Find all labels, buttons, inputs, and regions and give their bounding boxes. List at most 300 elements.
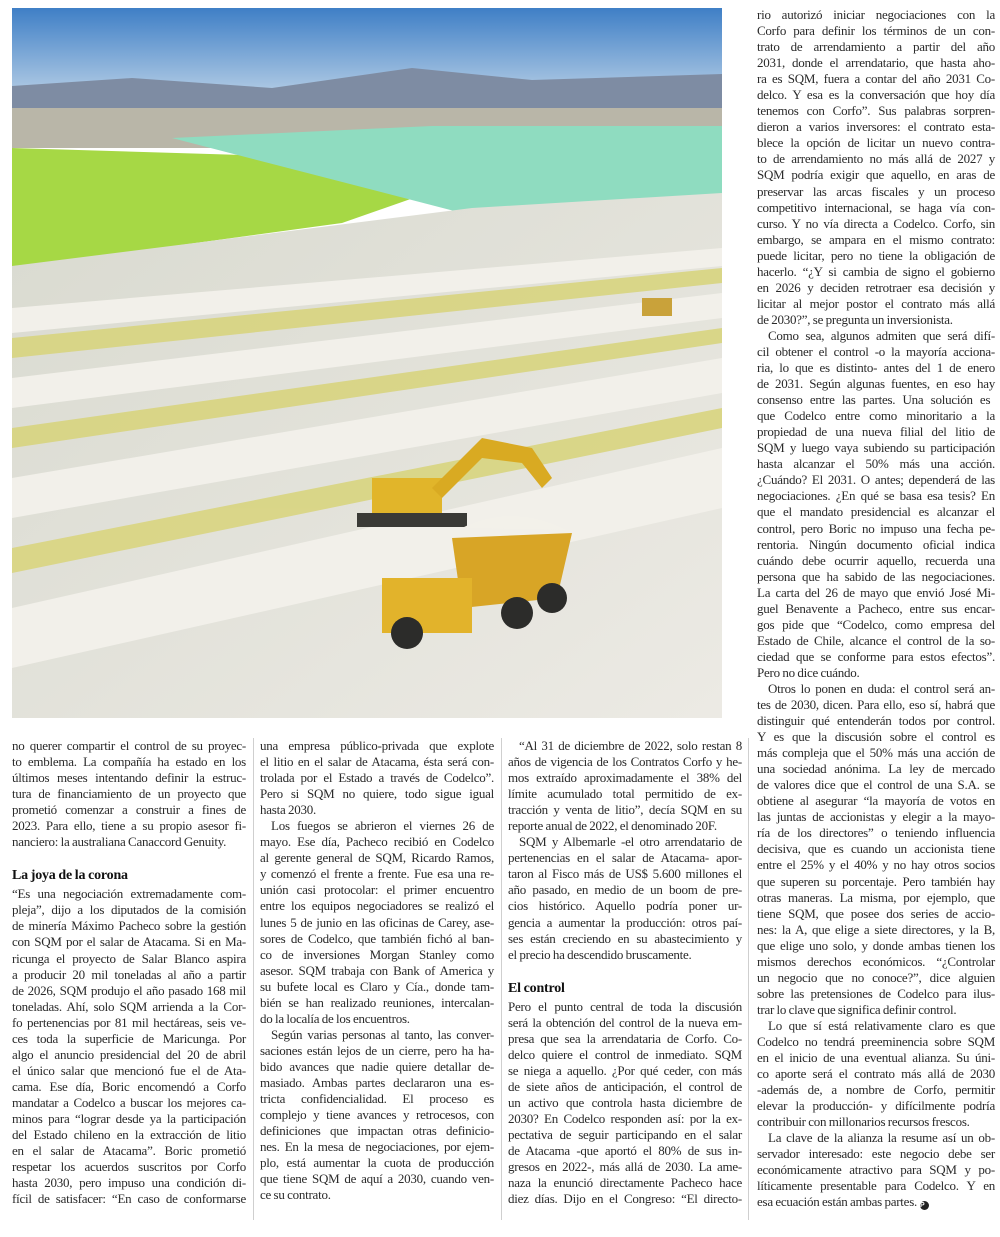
text-line-content: dieron a varios inversores: el contrato esta- xyxy=(757,119,995,135)
text-line-content: ¿Cuándo? El 2031. O antes; dependerá de las xyxy=(757,472,995,488)
text-line xyxy=(260,1011,494,1027)
text-line-content: ria, lo que es distinto- antes del 1 de enero xyxy=(757,360,995,376)
text-line-content: licitar al mejor postor el contrato más allá xyxy=(757,295,995,311)
paragraph xyxy=(260,738,494,818)
text-line xyxy=(757,280,995,296)
text-line-content: pectativa de seguir participando en el salar xyxy=(508,1127,742,1143)
text-line xyxy=(508,999,742,1015)
text-line xyxy=(12,1159,246,1175)
text-line xyxy=(12,818,246,834)
text-line xyxy=(757,504,995,520)
text-line xyxy=(508,818,742,834)
text-line-content: trar lo clave que significa definir control. xyxy=(757,1001,957,1017)
text-line xyxy=(260,898,494,914)
text-line xyxy=(757,488,995,504)
text-line xyxy=(12,1079,246,1095)
text-line-content: 2031, donde el arrendatario, que hasta aho- xyxy=(757,55,995,71)
text-line xyxy=(260,963,494,979)
text-line xyxy=(757,1146,995,1162)
text-line-content: gresos en 2022-, más allá de 2030. La ame- xyxy=(508,1159,742,1175)
text-line xyxy=(757,777,995,793)
paragraph xyxy=(260,1027,494,1204)
paragraph xyxy=(508,738,742,834)
text-line-content: “Es una negociación extremadamente com- xyxy=(12,886,246,902)
text-line-content: fícil de satisfacer: “En caso de conformarse xyxy=(12,1191,246,1207)
text-line-content: Otros lo ponen en duda: el control será an- xyxy=(768,680,995,696)
text-line-content: toneladas. Ahí, solo SQM arrienda a la Cor- xyxy=(12,998,246,1014)
text-line xyxy=(12,1191,246,1207)
text-line xyxy=(260,866,494,882)
text-line xyxy=(260,802,494,818)
text-line xyxy=(260,850,494,866)
text-line-content: ricunga el proyecto de Salar Blanco aspira xyxy=(12,950,246,966)
text-line xyxy=(508,770,742,786)
text-line-content: definiciones que impactan otras definicio- xyxy=(260,1123,494,1139)
text-line-content: plo, está aumentar la cuota de producción xyxy=(260,1155,494,1171)
text-line-content: Pero no dice cuándo. xyxy=(757,664,860,680)
text-line xyxy=(260,834,494,850)
text-line xyxy=(12,738,246,754)
text-line-content: mandatar a Codelco a buscar los mejores ca- xyxy=(12,1094,246,1110)
text-line xyxy=(757,938,995,954)
text-line xyxy=(260,915,494,931)
text-line xyxy=(508,915,742,931)
text-line xyxy=(757,521,995,537)
text-line xyxy=(508,786,742,802)
text-line xyxy=(757,970,995,986)
text-line xyxy=(757,408,995,424)
text-line-content: con SQM por el salar de Atacama. Si en Ma- xyxy=(12,934,246,950)
text-line-content: un negocio que no conoce?”, dice alguien xyxy=(757,969,995,985)
text-line xyxy=(757,200,995,216)
text-line-content: rentoria. Ningún documento oficial indica xyxy=(757,536,995,552)
text-line-content: persona que ha sabido de las negociaciones. xyxy=(757,568,995,584)
text-line xyxy=(508,1159,742,1175)
text-line-content: -además de, a nombre de Corfo, permitir xyxy=(757,1082,995,1098)
text-line-content: Estado de Chile, alcance el control de la so- xyxy=(757,632,995,648)
text-line xyxy=(757,633,995,649)
text-line xyxy=(12,999,246,1015)
text-line xyxy=(757,1050,995,1066)
text-line xyxy=(757,1114,995,1130)
text-line xyxy=(757,1002,995,1018)
text-line-content: tracción y venta de litio”, decía SQM en su xyxy=(508,802,742,818)
text-line-content: que elige uno solo, y donde ambas tienen los xyxy=(757,937,995,953)
text-line xyxy=(757,1018,995,1034)
text-line-content: decisiva, que es cuando un accionista tiene xyxy=(757,841,995,857)
text-line xyxy=(757,1194,995,1210)
text-line-content: cuándo debe ocurrir aquello, recuerda una xyxy=(757,552,995,568)
text-line xyxy=(12,902,246,918)
text-line-content: La clave de la alianza la resume así un ob- xyxy=(768,1130,995,1146)
text-line-content: un activo que controla hasta diciembre de xyxy=(508,1094,742,1110)
text-line xyxy=(757,986,995,1002)
text-line-content: SQM podría exigir que aquello, en aras de xyxy=(757,167,995,183)
text-line-content: límite acumulado total permitido de ex- xyxy=(508,786,742,802)
text-line xyxy=(757,857,995,873)
text-line xyxy=(508,1175,742,1191)
text-line xyxy=(757,793,995,809)
text-line xyxy=(260,1059,494,1075)
column-divider xyxy=(253,738,254,1220)
text-line-content: trato de arrendamiento a partir del año xyxy=(757,39,995,55)
text-line-content: el precio ha descendido bruscamente. xyxy=(508,946,692,962)
text-line-content: contribuir con millonarios recursos frescos. xyxy=(757,1114,970,1130)
text-line-content: ría de los directores” o teniendo influencia xyxy=(757,825,995,841)
text-line xyxy=(757,537,995,553)
text-line-content: nes: la A, que elige a siete directores, y la B, xyxy=(757,921,995,937)
text-line xyxy=(757,874,995,890)
text-line-content: tura de financiamiento de un proyecto que xyxy=(12,786,246,802)
text-line-content: y comenzó el frente a frente. Fue esa una re- xyxy=(260,866,494,882)
text-line xyxy=(260,1139,494,1155)
text-line xyxy=(12,786,246,802)
text-line xyxy=(757,184,995,200)
text-line xyxy=(757,569,995,585)
text-line xyxy=(757,665,995,681)
text-line-content: co aporte será el contrato más allá de 2030 xyxy=(757,1066,995,1082)
text-line xyxy=(12,967,246,983)
text-line xyxy=(260,931,494,947)
text-line-content: sores de Codelco, que también fichó al ban- xyxy=(260,930,494,946)
text-line xyxy=(260,882,494,898)
text-line xyxy=(757,167,995,183)
text-line-content: Y es que la discusión sobre el control es xyxy=(757,729,995,745)
text-line xyxy=(757,1082,995,1098)
text-line xyxy=(260,1027,494,1043)
text-line-content: complejo y tiene avances y retrocesos, con xyxy=(260,1107,494,1123)
text-line-content: tenemos con Corfo”. Sus palabras sorpren- xyxy=(757,103,995,119)
text-line xyxy=(260,979,494,995)
text-line-content: económicamente atractivo para SQM y po- xyxy=(757,1162,995,1178)
text-line xyxy=(757,472,995,488)
text-line xyxy=(757,841,995,857)
text-line xyxy=(260,818,494,834)
text-line xyxy=(757,248,995,264)
text-line xyxy=(757,264,995,280)
paragraph xyxy=(508,834,742,962)
text-line-content: embargo, se ampara en el mismo contrato: xyxy=(757,231,995,247)
text-line xyxy=(12,754,246,770)
text-line xyxy=(260,1187,494,1203)
text-line xyxy=(12,1111,246,1127)
paragraph xyxy=(757,1130,995,1210)
text-line-content: nanciero: la australiana Canaccord Genuity. xyxy=(12,834,227,850)
text-line-content: naza la enunció directamente Pacheco hace xyxy=(508,1175,742,1191)
text-line xyxy=(757,328,995,344)
text-line xyxy=(757,585,995,601)
paragraph xyxy=(12,886,246,1207)
article-column-4 xyxy=(757,7,995,1211)
text-line-content: de valores dice que el control de una S.A. se xyxy=(757,777,995,793)
text-line-content: respetar los acuerdos suscritos por Corfo xyxy=(12,1159,246,1175)
text-line xyxy=(757,232,995,248)
text-line-content: elevar la producción- y difícilmente podría xyxy=(757,1098,995,1114)
text-line xyxy=(757,617,995,633)
text-line xyxy=(757,55,995,71)
text-line-content: hasta alcanzar el 50% más una acción. xyxy=(757,456,995,472)
text-line-content: algo el anuncio presidencial del 20 de abril xyxy=(12,1046,246,1062)
text-line-content: que Codelco entre como minoritario a la xyxy=(757,408,995,424)
text-line xyxy=(260,1123,494,1139)
text-line-content: co de inversiones Morgan Stanley como xyxy=(260,946,494,962)
text-line xyxy=(757,296,995,312)
text-line-content: al gerente general de SQM, Ricardo Ramos, xyxy=(260,850,494,866)
text-line xyxy=(260,947,494,963)
paragraph xyxy=(508,999,742,1208)
text-line xyxy=(757,456,995,472)
text-line xyxy=(757,906,995,922)
text-line xyxy=(12,983,246,999)
text-line xyxy=(757,392,995,408)
text-line-content: do la localía de los encuentros. xyxy=(260,1010,410,1026)
text-line xyxy=(508,898,742,914)
text-line xyxy=(757,71,995,87)
text-line xyxy=(260,1107,494,1123)
text-line-content: SQM y luego vaya subiendo su participación xyxy=(757,440,995,456)
text-line xyxy=(508,931,742,947)
text-line-content: La carta del 26 de mayo que envió José Mi- xyxy=(757,584,995,600)
text-line xyxy=(12,934,246,950)
text-line-content: negociaciones. ¿En qué se basa esa tesis? En xyxy=(757,488,995,504)
text-line xyxy=(757,1034,995,1050)
text-line xyxy=(508,738,742,754)
text-line-content: Según varias personas al tanto, las conver- xyxy=(271,1026,494,1042)
text-line xyxy=(757,216,995,232)
text-line xyxy=(757,1098,995,1114)
text-line-content: de 2030?”, se pregunta un inversionista. xyxy=(757,311,953,327)
text-line-content: servador interesado: este negocio debe ser xyxy=(757,1146,995,1162)
text-line-content: que superen su porcentaje. Pero también hay xyxy=(757,873,995,889)
text-line xyxy=(757,7,995,23)
text-line-content: más compleja que el 50% más una acción de xyxy=(757,745,995,761)
text-line-content: tricta confidencialidad. El proceso es xyxy=(260,1091,494,1107)
section-heading: El control xyxy=(508,980,565,996)
text-line xyxy=(757,922,995,938)
column-divider xyxy=(501,738,502,1220)
text-line-content: consenso entre las partes. Una solución es xyxy=(757,392,991,408)
text-line-content: propiedad de una nueva filial del litio de xyxy=(757,424,995,440)
text-line-content: mayo. Ese día, Pacheco recibió en Codelco xyxy=(260,834,494,850)
paragraph xyxy=(12,738,246,850)
text-line-content: ses están creciendo en su abastecimiento y xyxy=(508,930,742,946)
text-line xyxy=(508,947,742,963)
text-line-content: tiene SQM, que posee dos series de accio- xyxy=(757,905,995,921)
text-line-content: preservar las arcas fiscales y un proceso xyxy=(757,183,995,199)
text-line-content: asesor. SQM trabaja con Bank of America y xyxy=(260,962,494,978)
text-line-content: distinguir qué entenderán todos por control. xyxy=(757,713,995,729)
end-of-article-icon: P xyxy=(920,1201,929,1210)
text-line-content: SQM y Albemarle -el otro arrendatario de xyxy=(519,834,742,850)
text-line-content: bido avances que nadie quiere detallar de- xyxy=(260,1058,494,1074)
text-line-content: de 2026, SQM produjo el año pasado 168 mil xyxy=(12,982,246,998)
text-line-content: años de vigencia de los Contratos Corfo y he- xyxy=(508,754,742,770)
section-heading: La joya de la corona xyxy=(12,868,128,884)
text-line-content: su bufete local es Claro y Cía., donde tam- xyxy=(260,978,494,994)
text-line-content: en el salar de Atacama”. Boric prometió xyxy=(12,1143,246,1159)
text-line-content: pertenencias en el salar de Atacama- apor- xyxy=(508,850,742,866)
text-line-content: ra es SQM, fuera a contar del año 2031 Co- xyxy=(757,71,995,87)
text-line-content: mismos derechos económicos. “¿Controlar xyxy=(757,953,995,969)
text-line xyxy=(508,834,742,850)
text-line xyxy=(757,424,995,440)
text-line xyxy=(757,1130,995,1146)
text-line xyxy=(12,951,246,967)
text-line-content: lunes 5 de junio en las oficinas de Carey, ase- xyxy=(260,914,494,930)
text-line-content: to de arrendamiento no más allá de 2027 y xyxy=(757,151,995,167)
text-line xyxy=(757,681,995,697)
text-line xyxy=(757,809,995,825)
text-line-content: mos extraído aproximadamente el 38% del xyxy=(508,770,742,786)
text-line-content: hacerlo. “¿Y si cambia de signo el gobierno xyxy=(757,263,995,279)
text-line-content: líticamente presentable para Codelco. Y en xyxy=(757,1178,995,1194)
article-column-3 xyxy=(508,738,742,1207)
text-line-content: esa ecuación están ambas partes. xyxy=(757,1194,918,1210)
text-line-content: año pasado, en medio de un boom de pre- xyxy=(508,882,742,898)
text-line-content: minos para “lograr desde ya la participación xyxy=(12,1110,246,1126)
text-line-content: hasta 2030. xyxy=(260,802,316,818)
text-line xyxy=(757,87,995,103)
text-line xyxy=(508,1127,742,1143)
text-line-content: pleja”, dijo a los diputados de la comisión xyxy=(12,902,246,918)
text-line xyxy=(508,1063,742,1079)
text-line-content: “Al 31 de diciembre de 2022, solo restan 8 xyxy=(519,738,742,753)
text-line-content: de siete años de anticipación, el control de xyxy=(508,1078,742,1094)
text-line-content: de Atacama -que aportó el 80% de sus in- xyxy=(508,1143,742,1159)
paragraph xyxy=(260,818,494,1027)
text-line-content: en 2026 y deciden retrotraer esa decisión y xyxy=(757,279,995,295)
text-line-content: de minería Máximo Pacheco sobre la gestión xyxy=(12,918,246,934)
text-line-content: será la obtención del control de la nueva em- xyxy=(508,1014,742,1030)
text-line xyxy=(757,312,995,328)
text-line-content: Pero si SQM no quiere, todo sigue igual xyxy=(260,786,494,802)
text-line xyxy=(260,1171,494,1187)
text-line-content: saciones están lejos de un cierre, pero ha ha- xyxy=(260,1042,494,1058)
text-line xyxy=(260,770,494,786)
text-line-content: delco. Y esa es la conversación que hoy día xyxy=(757,87,995,103)
text-line-content: taron al Fisco más de US$ 5.600 millones el xyxy=(508,866,742,882)
text-line xyxy=(12,802,246,818)
text-line xyxy=(757,1178,995,1194)
text-line-content: una empresa público-privada que explote xyxy=(260,738,494,753)
text-line-content: tes de 2030, dicen. Para ello, eso sí, habrá que xyxy=(757,697,995,713)
text-line-content: el único salar que mencionó fue el de Ata- xyxy=(12,1062,246,1078)
text-line xyxy=(508,866,742,882)
text-line xyxy=(508,1143,742,1159)
text-line xyxy=(757,103,995,119)
column-divider xyxy=(748,738,749,1220)
text-line-content: Corfo para definir los términos de un con- xyxy=(757,23,995,39)
text-line-content: curso. Y no vía directa a Codelco. Corfo, sin xyxy=(757,215,995,231)
text-line xyxy=(12,1047,246,1063)
text-line xyxy=(508,1191,742,1207)
text-line-content: delco quiere el control de inmediato. SQM xyxy=(508,1046,742,1062)
text-line-content: se niega a aquello. ¿Por qué ceder, con más xyxy=(508,1062,742,1078)
text-line xyxy=(757,697,995,713)
text-line xyxy=(757,713,995,729)
text-line xyxy=(757,553,995,569)
text-line xyxy=(508,1095,742,1111)
text-line-content: Como sea, algunos admiten que será difí- xyxy=(768,327,995,343)
text-line xyxy=(260,1075,494,1091)
text-line-content: rio autorizó iniciar negociaciones con la xyxy=(757,7,995,22)
text-line xyxy=(757,151,995,167)
text-line xyxy=(757,376,995,392)
text-line-content: entre los equipos negociadores se realizó el xyxy=(260,898,494,914)
text-line-content: to emblema. La compañía ha estado en los xyxy=(12,754,246,770)
text-line xyxy=(12,834,246,850)
text-line-content: unión casi protocolar: el primer encuentro xyxy=(260,882,494,898)
text-line xyxy=(757,601,995,617)
text-line xyxy=(508,754,742,770)
text-line-content: presa que sea la arrendataria de Corfo. Co- xyxy=(508,1030,742,1046)
text-line-content: ces toda la superficie de Maricunga. Por xyxy=(12,1030,246,1046)
text-line-content: el litio en el salar de Atacama, ésta será con- xyxy=(260,754,494,770)
text-line-content: 2023. Para ello, tiene a su propio asesor fi- xyxy=(12,818,246,834)
text-line xyxy=(757,1162,995,1178)
text-line xyxy=(12,918,246,934)
article-photo xyxy=(12,8,722,718)
text-line-content: cama. Ese día, Boric encomendó a Corfo xyxy=(12,1078,246,1094)
text-line-content: masiado. Ambas partes declararon una es- xyxy=(260,1074,494,1090)
text-line xyxy=(508,1111,742,1127)
loader xyxy=(642,298,672,316)
text-line-content: bién se han realizado reuniones, intercalan- xyxy=(260,994,494,1010)
text-line-content: las juntas de accionistas y elegir a la mayo- xyxy=(757,809,995,825)
text-line-content: que el mandato presidencial es alcanzar el xyxy=(757,504,995,520)
text-line xyxy=(260,754,494,770)
text-line-content: trolada por el Estado a través de Codelco”. xyxy=(260,770,494,786)
text-line xyxy=(757,360,995,376)
text-line xyxy=(12,1143,246,1159)
text-line xyxy=(260,786,494,802)
text-line xyxy=(508,850,742,866)
text-line xyxy=(757,23,995,39)
text-line xyxy=(260,1043,494,1059)
text-line xyxy=(757,890,995,906)
text-line xyxy=(12,1015,246,1031)
text-line xyxy=(260,738,494,754)
text-line-content: gos pide que “Codelco, como empresa del xyxy=(757,616,995,632)
text-line-content: obtiene al asegurar “la mayoría de votos en xyxy=(757,793,995,809)
article-column-1 xyxy=(12,738,246,1207)
text-line xyxy=(508,802,742,818)
text-line-content: no querer compartir el control de su proyec- xyxy=(12,738,246,753)
text-line xyxy=(757,745,995,761)
text-line-content: Codelco no tendrá preeminencia sobre SQM xyxy=(757,1034,995,1049)
text-line xyxy=(757,119,995,135)
text-line-content: blece la opción de licitar un nuevo contra- xyxy=(757,135,995,151)
text-line xyxy=(757,135,995,151)
text-line xyxy=(757,344,995,360)
text-line xyxy=(12,770,246,786)
text-line xyxy=(12,886,246,902)
text-line-content: cios histórico. Aquello podría poner ur- xyxy=(508,898,742,914)
text-line-content: ciedad que se conforme para estos efectos”. xyxy=(757,648,995,664)
text-line-content: una sociedad anónima. La ley de mercado xyxy=(757,761,995,777)
text-line xyxy=(508,1079,742,1095)
text-line-content: a producir 20 mil toneladas al año a partir xyxy=(12,966,246,982)
text-line xyxy=(757,761,995,777)
text-line-content: diez días. Dijo en el Congreso: “El directo- xyxy=(508,1191,742,1207)
text-line xyxy=(12,1175,246,1191)
text-line xyxy=(12,1063,246,1079)
text-line xyxy=(12,1031,246,1047)
text-line xyxy=(757,1066,995,1082)
text-line-content: 2030? En Codelco responden así: por la ex- xyxy=(508,1110,742,1126)
paragraph xyxy=(757,1018,995,1130)
text-line-content: guel Benavente a Pacheco, entre sus encar- xyxy=(757,600,995,616)
